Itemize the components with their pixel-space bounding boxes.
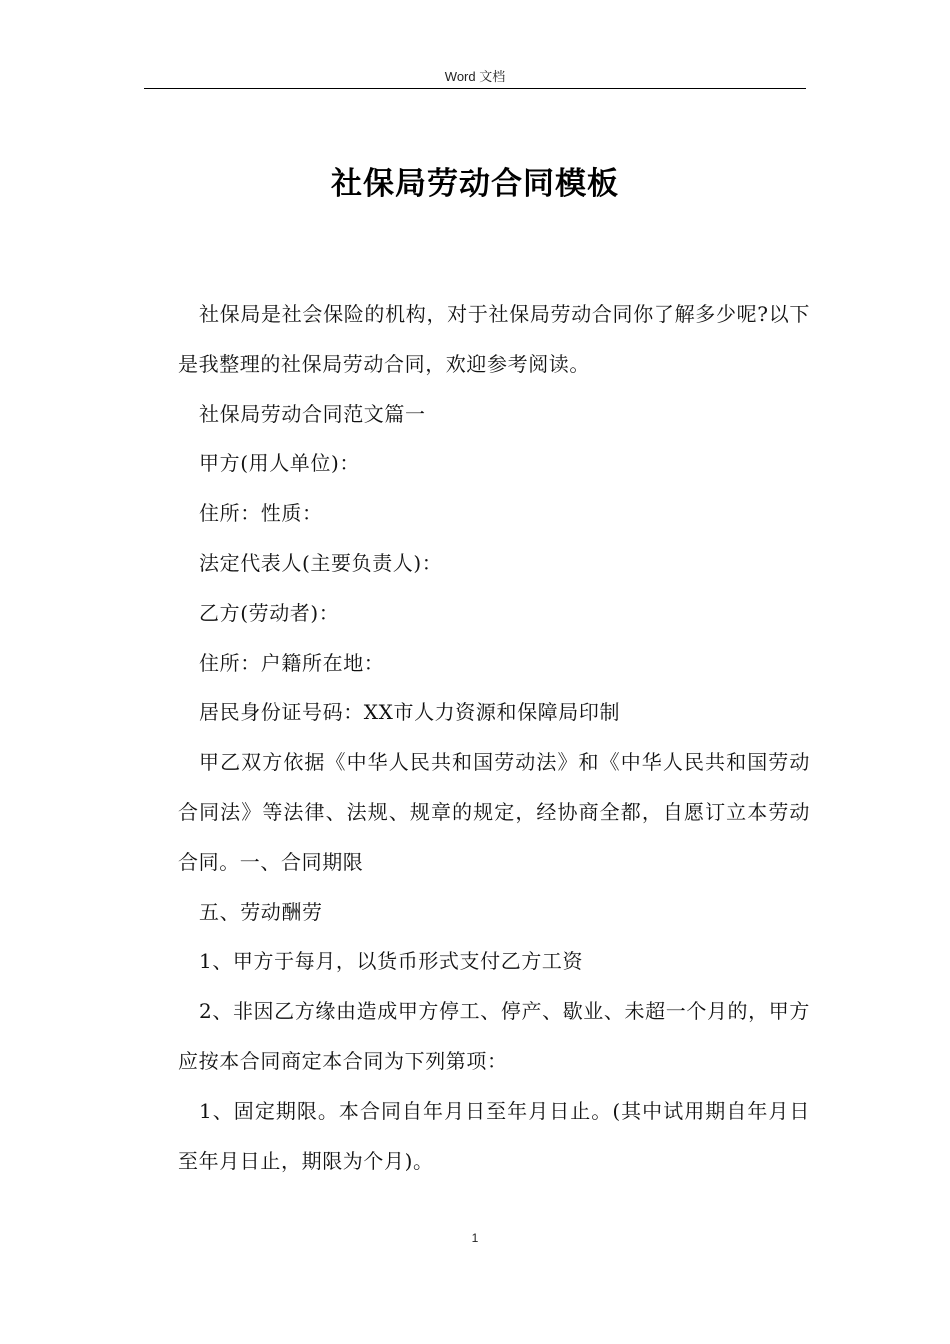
- page-header: Word 文档: [444, 69, 506, 84]
- body-paragraph: 乙方(劳动者)：: [199, 600, 340, 625]
- body-paragraph: 社保局是社会保险的机构，对于社保局劳动合同你了解多少呢?以下是我整理的社保局劳动合同，欢迎参考阅读。: [178, 302, 810, 376]
- body-paragraph: 五、劳动酬劳: [199, 899, 323, 924]
- header-divider: [144, 88, 806, 89]
- body-paragraph: 居民身份证号码：XX市人力资源和保障局印制: [199, 700, 621, 725]
- document-title: 社保局劳动合同模板: [331, 166, 619, 202]
- body-paragraph: 社保局劳动合同范文篇一: [199, 401, 426, 426]
- body-paragraph: 1、甲方于每月，以货币形式支付乙方工资: [199, 949, 584, 974]
- document-body: [178, 290, 810, 1186]
- body-paragraph: 1、固定期限。本合同自年月日至年月日止。(其中试用期自年月日至年月日止，期限为个月)。: [178, 1098, 810, 1173]
- body-paragraph: 甲方(用人单位)：: [199, 451, 361, 476]
- body-paragraph: 法定代表人(主要负责人)：: [199, 550, 443, 575]
- body-paragraph: 甲乙双方依据《中华人民共和国劳动法》和《中华人民共和国劳动合同法》等法律、法规、规章的规定，经协商全都，自愿订立本劳动合同。一、合同期限: [178, 750, 810, 874]
- body-paragraph: 住所：户籍所在地：: [199, 650, 385, 675]
- page-number: 1: [471, 1231, 479, 1245]
- body-paragraph: 2、非因乙方缘由造成甲方停工、停产、歇业、未超一个月的，甲方应按本合同商定本合同为下列第项：: [178, 999, 810, 1073]
- body-paragraph: 住所：性质：: [199, 501, 323, 526]
